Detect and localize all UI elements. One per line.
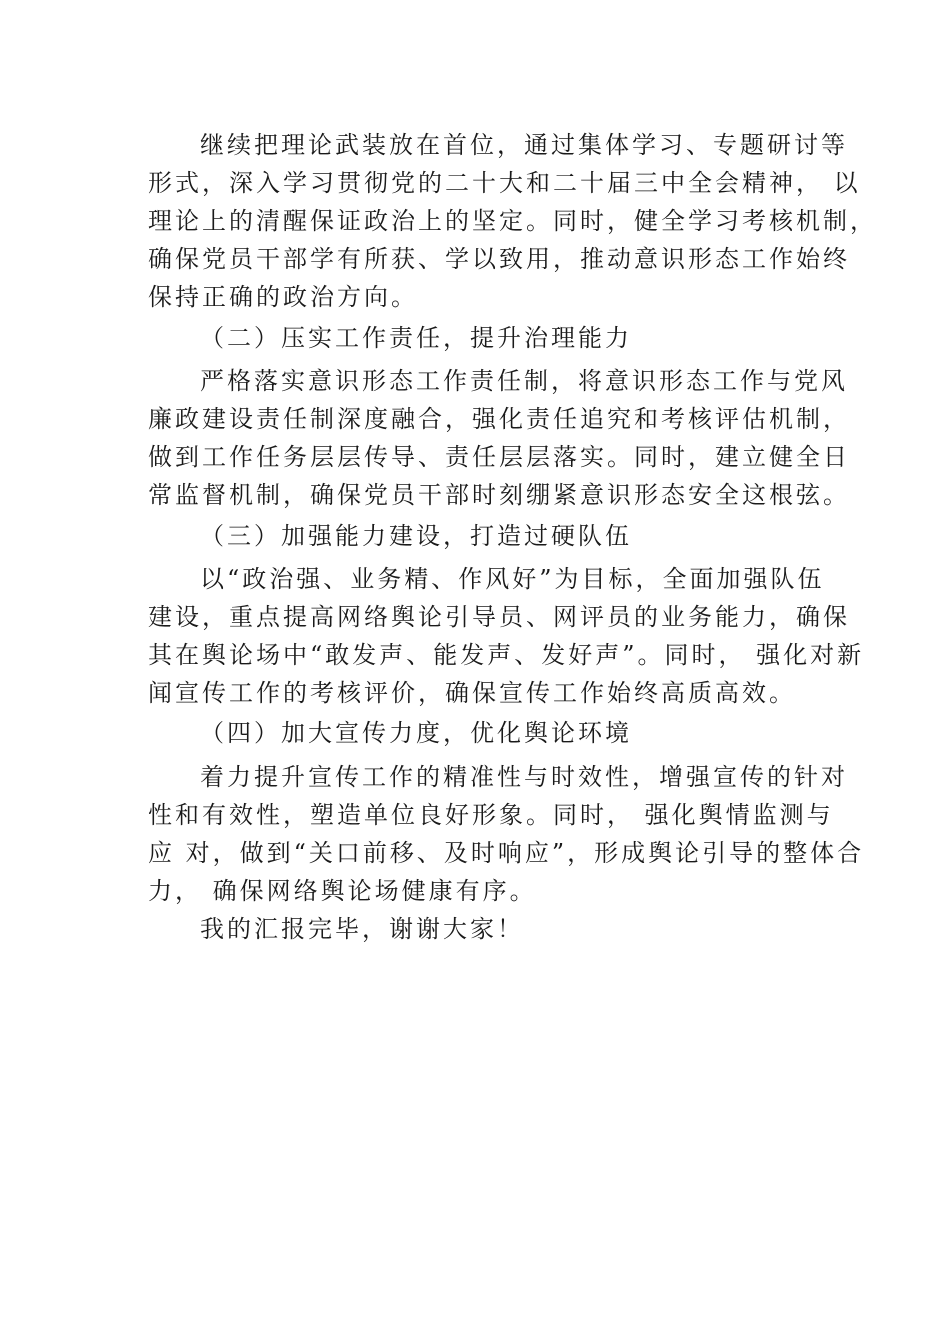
body-text-line: 以“政治强、业务精、作风好”为目标，全面加强队伍 — [200, 565, 825, 593]
body-text-line: 建设，重点提高网络舆论引导员、网评员的业务能力，确保 — [148, 603, 850, 631]
body-text-line: 确保党员干部学有所获、学以致用，推动意识形态工作始终 — [148, 245, 850, 273]
section-heading: （三）加强能力建设，打造过硬队伍 — [200, 522, 632, 550]
body-text-line: 其在舆论场中“敢发声、能发声、发好声”。同时， 强化对新 — [148, 641, 865, 669]
body-text-line: 闻宣传工作的考核评价，确保宣传工作始终高质高效。 — [148, 679, 796, 707]
closing-line: 我的汇报完毕，谢谢大家！ — [200, 915, 524, 943]
body-text-line: 做到工作任务层层传导、责任层层落实。同时，建立健全日 — [148, 443, 850, 471]
body-text-line: 保持正确的政治方向。 — [148, 283, 418, 311]
body-text-line: 性和有效性，塑造单位良好形象。同时， 强化舆情监测与 — [148, 801, 834, 829]
body-text-line: 常监督机制，确保党员干部时刻绷紧意识形态安全这根弦。 — [148, 481, 850, 509]
body-text-line: 廉政建设责任制深度融合，强化责任追究和考核评估机制， — [148, 405, 850, 433]
body-text-line: 严格落实意识形态工作责任制，将意识形态工作与党风 — [200, 367, 848, 395]
body-text-line: 着力提升宣传工作的精准性与时效性，增强宣传的针对 — [200, 763, 848, 791]
body-text-line: 应 对，做到“关口前移、及时响应”，形成舆论引导的整体合 — [148, 839, 865, 867]
section-heading: （四）加大宣传力度，优化舆论环境 — [200, 719, 632, 747]
body-text-line: 继续把理论武装放在首位，通过集体学习、专题研讨等 — [200, 131, 848, 159]
section-heading: （二）压实工作责任，提升治理能力 — [200, 324, 632, 352]
body-text-line: 力， 确保网络舆论场健康有序。 — [148, 877, 537, 905]
body-text-line: 理论上的清醒保证政治上的坚定。同时，健全学习考核机制， — [148, 207, 877, 235]
body-text-line: 形式，深入学习贯彻党的二十大和二十届三中全会精神， 以 — [148, 169, 861, 197]
